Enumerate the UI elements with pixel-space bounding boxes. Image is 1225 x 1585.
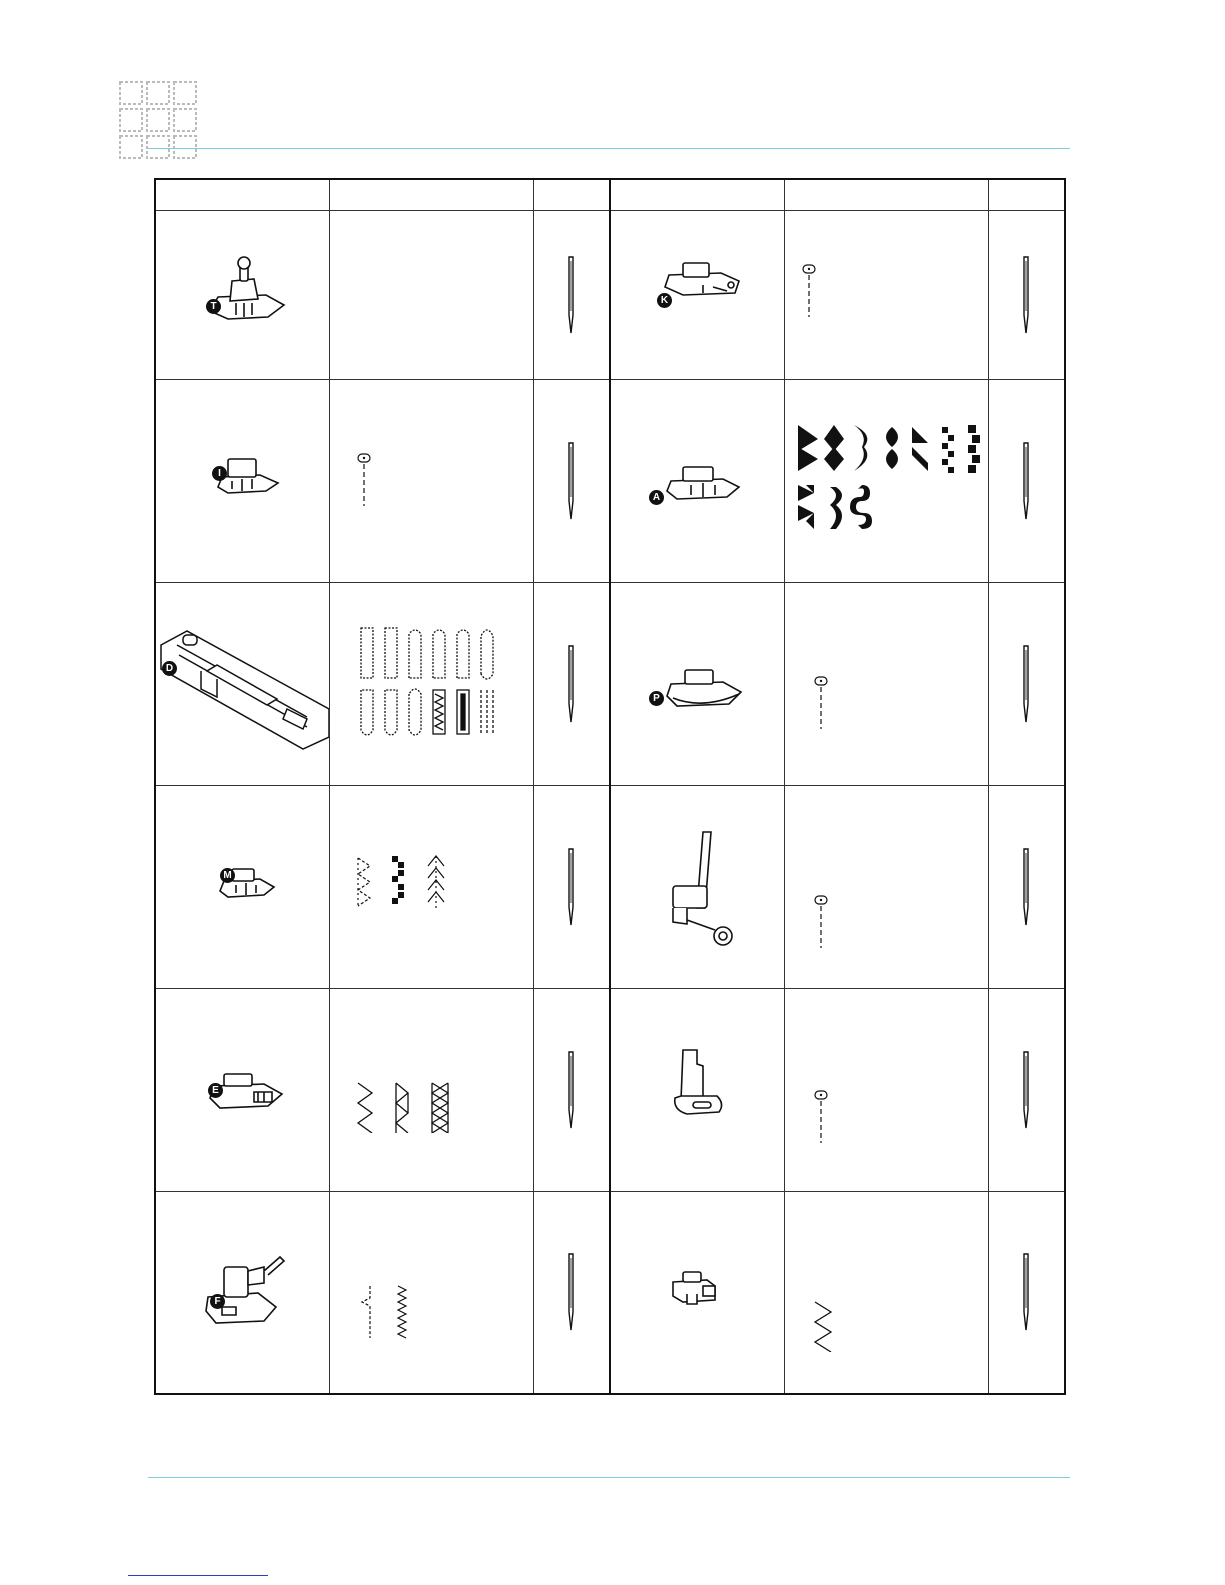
- stitch-cell: [785, 785, 988, 988]
- foot-cell: [155, 988, 330, 1191]
- straight-stitch-icon: [811, 894, 831, 950]
- stitch-cell: [330, 1191, 533, 1394]
- stitch-cell: [330, 211, 533, 380]
- overcast-patterns-icon: [356, 854, 456, 910]
- presser-foot-a-icon: [643, 431, 753, 531]
- needle-cell: [533, 582, 610, 785]
- needle-cell: [533, 988, 610, 1191]
- presser-foot-p-icon: [643, 634, 753, 734]
- header-foot: [610, 179, 785, 211]
- presser-foot-table: [154, 178, 1066, 1395]
- buttonhole-foot-d-icon: [157, 609, 329, 759]
- table-row: [155, 211, 1065, 380]
- presser-foot-t-icon: [188, 245, 298, 345]
- straight-stitch-icon: [811, 1089, 831, 1145]
- stitch-cell: [785, 988, 988, 1191]
- header-rule: [148, 148, 1070, 149]
- presser-foot-e-icon: [188, 1040, 298, 1140]
- satin-patterns-icon: [792, 421, 982, 541]
- foot-cell: [610, 379, 785, 582]
- presser-foot-f-icon: [188, 1227, 298, 1357]
- stitch-cell: [330, 582, 533, 785]
- needle-icon: [1020, 644, 1032, 724]
- presser-foot-i-icon: [188, 431, 298, 531]
- foot-cell: [610, 582, 785, 785]
- footer-rule: [148, 1477, 1070, 1478]
- needle-cell: [533, 211, 610, 380]
- buttonhole-patterns-icon: [357, 624, 507, 744]
- foot-letter-badge: T: [206, 299, 221, 314]
- zigzag-patterns-icon: [356, 1081, 456, 1133]
- needle-icon: [1020, 847, 1032, 927]
- foot-letter-badge: E: [208, 1083, 223, 1098]
- straight-stitch-icon: [799, 263, 819, 319]
- straight-stitch-icon: [354, 452, 374, 508]
- foot-cell: [155, 211, 330, 380]
- foot-letter-badge: M: [220, 868, 235, 883]
- darning-foot-icon: [643, 812, 753, 962]
- stitch-cell: [330, 785, 533, 988]
- header-stitch: [330, 179, 533, 211]
- needle-icon: [1020, 441, 1032, 521]
- stitch-cell: [785, 211, 988, 380]
- needle-icon: [565, 1252, 577, 1332]
- needle-cell: [988, 582, 1065, 785]
- foot-cell: [155, 785, 330, 988]
- needle-cell: [988, 785, 1065, 988]
- foot-cell: [155, 1191, 330, 1394]
- header-stitch: [785, 179, 988, 211]
- needle-icon: [565, 441, 577, 521]
- foot-cell: [610, 211, 785, 380]
- table-row: [155, 988, 1065, 1191]
- needle-icon: [1020, 255, 1032, 335]
- foot-cell: [610, 785, 785, 988]
- stitch-cell: [785, 379, 988, 582]
- straight-stitch-icon: [811, 675, 831, 731]
- stitch-cell: [785, 1191, 988, 1394]
- needle-cell: [988, 988, 1065, 1191]
- foot-cell: [610, 988, 785, 1191]
- foot-cell: [155, 582, 330, 785]
- foot-letter-badge: A: [649, 490, 664, 505]
- foot-letter-badge: D: [162, 661, 177, 676]
- needle-cell: [533, 379, 610, 582]
- table-row: [155, 1191, 1065, 1394]
- header-needle: [533, 179, 610, 211]
- needle-cell: [988, 1191, 1065, 1394]
- needle-icon: [565, 255, 577, 335]
- cording-foot-icon: [643, 1242, 753, 1342]
- needle-cell: [988, 211, 1065, 380]
- needle-cell: [988, 379, 1065, 582]
- needle-icon: [1020, 1252, 1032, 1332]
- header-foot: [155, 179, 330, 211]
- needle-icon: [565, 1050, 577, 1130]
- page-link-underline[interactable]: [128, 1575, 268, 1576]
- foot-cell: [155, 379, 330, 582]
- table-row: [155, 379, 1065, 582]
- table-row: [155, 785, 1065, 988]
- needle-cell: [533, 1191, 610, 1394]
- needle-icon: [565, 644, 577, 724]
- stitch-cell: [330, 379, 533, 582]
- header-needle: [988, 179, 1065, 211]
- stitch-cell: [330, 988, 533, 1191]
- hemmer-foot-icon: [643, 1030, 753, 1150]
- blind-hem-patterns-icon: [358, 1284, 418, 1340]
- needle-icon: [565, 847, 577, 927]
- foot-letter-badge: I: [212, 466, 227, 481]
- presser-foot-m-icon: [188, 837, 298, 937]
- needle-cell: [533, 785, 610, 988]
- table-header-row: [155, 179, 1065, 211]
- stitch-cell: [785, 582, 988, 785]
- table-row: [155, 582, 1065, 785]
- corner-grid-decoration: [118, 80, 200, 162]
- foot-letter-badge: K: [657, 293, 672, 308]
- foot-letter-badge: F: [210, 1294, 225, 1309]
- foot-letter-badge: P: [649, 691, 664, 706]
- zigzag-stitch-icon: [811, 1300, 835, 1352]
- foot-cell: [610, 1191, 785, 1394]
- needle-icon: [1020, 1050, 1032, 1130]
